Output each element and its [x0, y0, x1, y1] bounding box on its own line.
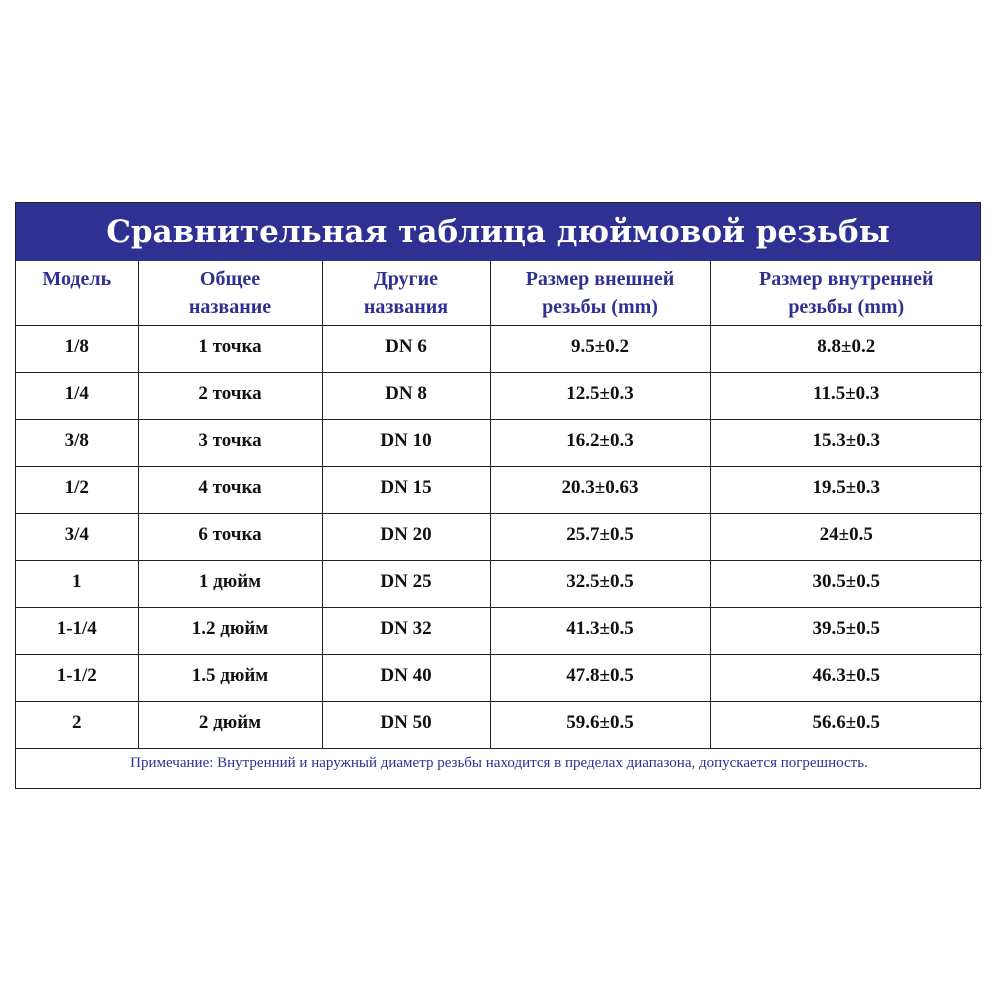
table-row: [16, 325, 982, 372]
cell-model: 3/4: [16, 513, 138, 560]
column-header-inner-size: Размер внутренней резьбы (mm): [710, 261, 982, 325]
cell-model: 1: [16, 560, 138, 607]
cell-model: 1-1/4: [16, 607, 138, 654]
cell-outer-size: 16.2±0.3: [490, 419, 710, 466]
cell-model: 2: [16, 701, 138, 748]
cell-model: 1/2: [16, 466, 138, 513]
cell-common-name: 2 дюйм: [138, 701, 322, 748]
cell-common-name: 3 точка: [138, 419, 322, 466]
table-row: [16, 701, 982, 748]
cell-model: 3/8: [16, 419, 138, 466]
table-row: [16, 654, 982, 701]
cell-inner-size: 11.5±0.3: [710, 372, 982, 419]
cell-outer-size: 32.5±0.5: [490, 560, 710, 607]
table-row: [16, 560, 982, 607]
note-row: [16, 748, 982, 788]
header-row: [16, 261, 982, 325]
table-row: [16, 513, 982, 560]
cell-inner-size: 19.5±0.3: [710, 466, 982, 513]
cell-outer-size: 47.8±0.5: [490, 654, 710, 701]
table-row: [16, 607, 982, 654]
cell-common-name: 1 точка: [138, 325, 322, 372]
cell-other-name: DN 10: [322, 419, 490, 466]
cell-model: 1/4: [16, 372, 138, 419]
cell-common-name: 1.2 дюйм: [138, 607, 322, 654]
cell-outer-size: 59.6±0.5: [490, 701, 710, 748]
cell-outer-size: 12.5±0.3: [490, 372, 710, 419]
cell-other-name: DN 8: [322, 372, 490, 419]
cell-inner-size: 30.5±0.5: [710, 560, 982, 607]
cell-other-name: DN 50: [322, 701, 490, 748]
cell-common-name: 2 точка: [138, 372, 322, 419]
footnote: Примечание: Внутренний и наружный диаметр резьбы находится в пределах диапазона, допускается погрешность.: [16, 748, 982, 788]
cell-inner-size: 56.6±0.5: [710, 701, 982, 748]
data-grid: [16, 261, 982, 788]
cell-other-name: DN 40: [322, 654, 490, 701]
cell-inner-size: 15.3±0.3: [710, 419, 982, 466]
table-title: Сравнительная таблица дюймовой резьбы: [16, 203, 980, 261]
cell-inner-size: 8.8±0.2: [710, 325, 982, 372]
cell-other-name: DN 6: [322, 325, 490, 372]
cell-inner-size: 39.5±0.5: [710, 607, 982, 654]
cell-outer-size: 25.7±0.5: [490, 513, 710, 560]
column-header-model: Модель: [16, 261, 138, 325]
column-header-other-names: Другие названия: [322, 261, 490, 325]
table-row: [16, 466, 982, 513]
cell-common-name: 1 дюйм: [138, 560, 322, 607]
cell-other-name: DN 20: [322, 513, 490, 560]
cell-outer-size: 9.5±0.2: [490, 325, 710, 372]
table-row: [16, 419, 982, 466]
cell-inner-size: 24±0.5: [710, 513, 982, 560]
cell-inner-size: 46.3±0.5: [710, 654, 982, 701]
cell-outer-size: 41.3±0.5: [490, 607, 710, 654]
cell-model: 1-1/2: [16, 654, 138, 701]
cell-other-name: DN 32: [322, 607, 490, 654]
cell-common-name: 1.5 дюйм: [138, 654, 322, 701]
column-header-common-name: Общее название: [138, 261, 322, 325]
cell-outer-size: 20.3±0.63: [490, 466, 710, 513]
cell-other-name: DN 25: [322, 560, 490, 607]
cell-common-name: 6 точка: [138, 513, 322, 560]
cell-common-name: 4 точка: [138, 466, 322, 513]
cell-model: 1/8: [16, 325, 138, 372]
thread-comparison-table: [15, 202, 981, 789]
table-row: [16, 372, 982, 419]
cell-other-name: DN 15: [322, 466, 490, 513]
column-header-outer-size: Размер внешней резьбы (mm): [490, 261, 710, 325]
